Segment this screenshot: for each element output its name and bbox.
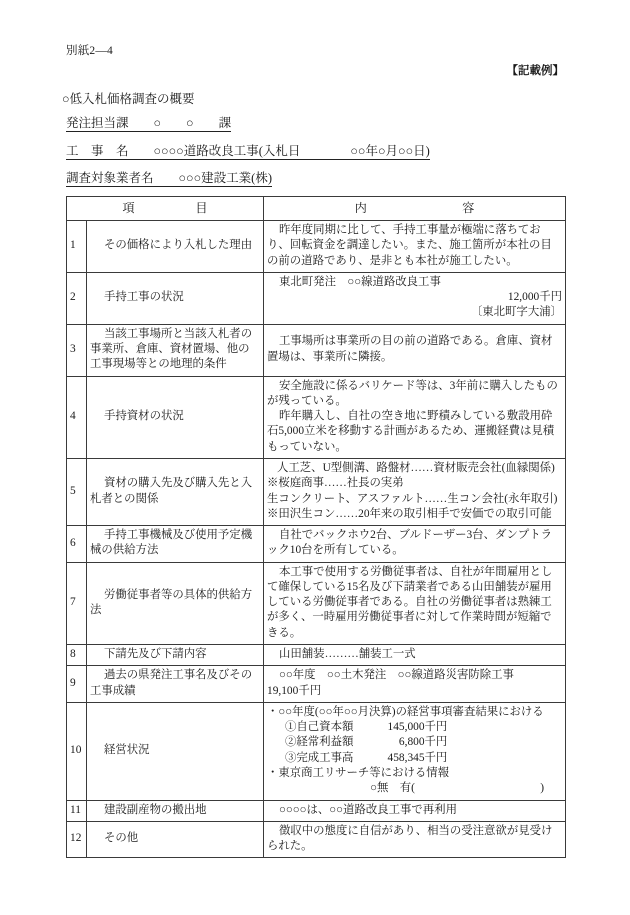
document-number: 別紙2—4 (66, 45, 113, 57)
row-body-line: 昨年度同期に比して、手持工事量が極端に落ちており、回転資金を調達したい。また、施工箇所が本社の目の前の道路であり、是非とも本社が施工したい。 (267, 224, 552, 267)
row-number: 9 (67, 666, 87, 703)
row-body-subitem: ②経常利益額 6,800千円 (285, 736, 448, 749)
row-number: 1 (67, 221, 87, 273)
table-row (67, 324, 566, 376)
row-body-line: 東北町発注 ○○線道路改良工事 (279, 275, 441, 288)
row-number: 6 (67, 526, 87, 563)
row-body-line: 工事場所は事業所の目の前の道路である。倉庫、資材置場は、事業所に隣接。 (267, 335, 553, 363)
table-row (67, 666, 566, 703)
row-item: その他 (87, 821, 264, 858)
survey-table-wrapper (66, 196, 565, 858)
row-item: 下請先及び下請内容 (87, 645, 264, 666)
row-item (87, 324, 264, 376)
row-body-line: 昨年購入し、自社の空き地に野積みしている敷設用砕石5,000立米を移動する計画があるため、運搬経費は見積もっていない。 (267, 410, 555, 453)
row-item-line: 札者との関係 (90, 492, 159, 505)
row-body-line: 人工芝、U型側溝、路盤材……資材販売会社(血縁関係) (277, 461, 555, 474)
row-body-line: ○○○○は、○○道路改良工事で再利用 (279, 803, 457, 816)
row-body-line: 自社でバックホウ2台、ブルドーザー3台、ダンプトラック10台を所有している。 (267, 529, 553, 557)
row-item-line: 資材の購入先及び購入先と入 (104, 477, 253, 490)
row-body-line: 安全施設に係るバリケード等は、3年前に購入したものが残っている。 (267, 379, 558, 407)
row-item-line: 事業所、倉庫、資材置場、他の (90, 342, 250, 355)
table-header-body-left: 内 (354, 200, 367, 215)
row-number: 2 (67, 272, 87, 324)
table-row (67, 562, 566, 644)
table-header-item-left: 項 (122, 200, 135, 215)
row-body-amount: 12,000千円 (507, 291, 562, 304)
row-body (264, 376, 566, 458)
page-title: ○低入札価格調査の概要 (62, 92, 195, 106)
row-body-line: 生コンクリート、アスファルト……生コン会社(永年取引) (267, 492, 558, 505)
row-body-subitem: ③完成工事高 458,345千円 (285, 751, 448, 764)
table-row (67, 800, 566, 821)
field-surveyed-company-text: 調査対象業者名 ○○○建設工業(株) (66, 171, 272, 185)
row-item: その価格により入札した理由 (87, 221, 264, 273)
table-header-body (264, 197, 566, 221)
table-row (67, 526, 566, 563)
field-ordering-division-text: 発注担当課 ○ ○ 課 (66, 116, 232, 130)
row-number: 12 (67, 821, 87, 858)
row-body-line: 19,100千円 (267, 684, 322, 697)
row-body-line: 徴収中の態度に自信があり、相当の受注意欲が見受けられた。 (267, 824, 553, 853)
row-item (87, 526, 264, 563)
row-item-line: 手持工事機械及び使用予定機 (104, 529, 253, 542)
row-body (264, 645, 566, 666)
row-body-place: 〔東北町字大浦〕 (470, 306, 562, 319)
row-item (87, 458, 264, 525)
row-item-line: 法 (90, 603, 102, 616)
row-item-line: 過去の県発注工事名及びその (104, 669, 253, 682)
row-body (264, 221, 566, 273)
row-body-bullet: ・東京商工リサーチ等における情報 (267, 767, 450, 779)
table-row (67, 458, 566, 525)
row-item-line: 労働従事者等の具体的供給方 (104, 588, 253, 601)
row-item-line: 械の供給方法 (90, 544, 159, 557)
row-body (264, 562, 566, 644)
table-row (67, 645, 566, 666)
table-row (67, 272, 566, 324)
row-number: 4 (67, 376, 87, 458)
table-header-item-right: 目 (195, 200, 208, 215)
row-item: 建設副産物の搬出地 (87, 800, 264, 821)
table-row (67, 821, 566, 858)
row-item: 手持資材の状況 (87, 376, 264, 458)
row-body-line: 本工事で使用する労働従事者は、自社が年間雇用として確保している15名及び下請業者である山田舗装が雇用している労働従事者である。自社の労働従事者は熟練工が多く、一時雇用労働従事者に対して作業時間が短縮できる。 (267, 565, 553, 639)
row-body (264, 324, 566, 376)
row-body (264, 526, 566, 563)
row-body (264, 458, 566, 525)
row-number: 7 (67, 562, 87, 644)
row-body-line: 山田舗装………舗装工一式 (279, 648, 416, 661)
row-item: 経営状況 (87, 702, 264, 800)
table-header-item (67, 197, 264, 221)
row-body (264, 272, 566, 324)
field-construction-name (66, 143, 566, 160)
row-item-line: 工事現場等との地理的条件 (90, 358, 227, 371)
table-row (67, 702, 566, 800)
row-number: 3 (67, 324, 87, 376)
row-body (264, 821, 566, 858)
field-surveyed-company (66, 170, 566, 187)
row-item-line: 当該工事場所と当該入札者の (104, 327, 253, 340)
row-item (87, 562, 264, 644)
row-number: 11 (67, 800, 87, 821)
row-number: 5 (67, 458, 87, 525)
row-body (264, 800, 566, 821)
field-ordering-division (66, 115, 566, 132)
row-body (264, 666, 566, 703)
example-tag: 【記載例】 (506, 65, 564, 77)
row-body-subitem: ①自己資本額 145,000千円 (285, 721, 448, 734)
row-item-line: 工事成績 (90, 684, 136, 697)
field-construction-name-text: 工 事 名 ○○○○道路改良工事(入札日 ○○年○月○○日) (66, 143, 430, 158)
table-row (67, 376, 566, 458)
row-number: 10 (67, 702, 87, 800)
row-item (87, 666, 264, 703)
survey-table (66, 196, 566, 858)
row-body-line: ※田沢生コン……20年来の取引相手で安価での取引可能 (267, 507, 552, 520)
header-fields (66, 115, 566, 198)
table-row (67, 221, 566, 273)
table-header-body-right: 容 (462, 200, 475, 215)
row-body-checkline: ○無 有( ) (370, 782, 544, 795)
row-body (264, 702, 566, 800)
row-body-line: ○○年度 ○○土木発注 ○○線道路災害防除工事 (279, 669, 514, 682)
row-body-line: ※桜庭商事……社長の実弟 (267, 477, 404, 490)
table-header-row (67, 197, 566, 221)
row-body-bullet: ・○○年度(○○年○○月決算)の経営事項審査結果における (267, 705, 544, 718)
row-number: 8 (67, 645, 87, 666)
row-item: 手持工事の状況 (87, 272, 264, 324)
